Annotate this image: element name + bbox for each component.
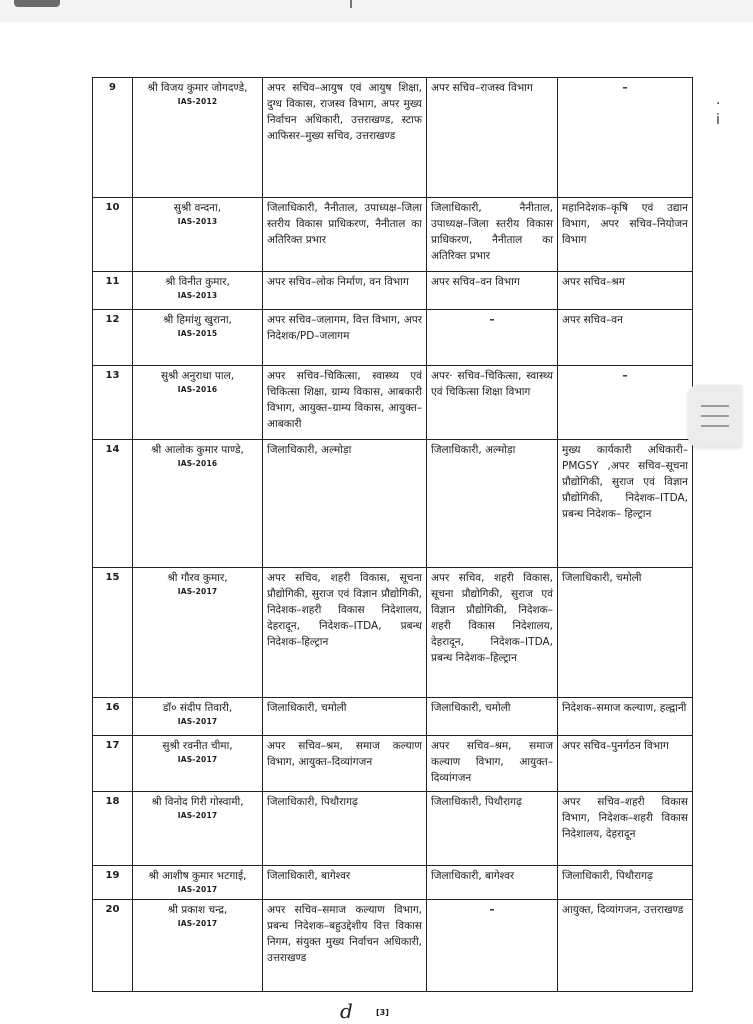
- officer-name-cell: [133, 366, 263, 440]
- new-posting-text: महानिदेशक–कृषि एवं उद्यान विभाग, अपर सचिव–नियोजन विभाग: [562, 202, 688, 246]
- new-posting: [558, 900, 693, 992]
- officer-batch: IAS-2013: [177, 217, 218, 226]
- current-posting: [263, 866, 427, 900]
- officer-name: सुश्री वन्दना,: [173, 202, 222, 214]
- officer-name-cell: [133, 198, 263, 272]
- retained-posting: [427, 792, 558, 866]
- officer-name: श्री विजय कुमार जोगदण्डे,: [147, 82, 248, 94]
- table-row: [93, 698, 693, 736]
- table-row: [93, 272, 693, 310]
- current-posting: [263, 310, 427, 366]
- new-posting: [558, 310, 693, 366]
- serial-number: 15: [93, 568, 133, 698]
- officer-name: श्री आलोक कुमार पाण्डे,: [151, 444, 244, 456]
- retained-posting: [427, 78, 558, 198]
- retained-posting: [427, 866, 558, 900]
- new-posting: [558, 440, 693, 568]
- officer-name-cell: [133, 792, 263, 866]
- retained-posting: [427, 698, 558, 736]
- new-posting: [558, 568, 693, 698]
- serial-number: 10: [93, 198, 133, 272]
- officer-batch: IAS-2017: [177, 587, 218, 596]
- current-posting: [263, 736, 427, 792]
- officer-name-cell: [133, 698, 263, 736]
- serial-number: 20: [93, 900, 133, 992]
- current-posting-text: अपर सचिव, शहरी विकास, सूचना प्रौद्योगिकी, सुराज एवं विज्ञान प्रौद्योगिकी, निदेशक–शहरी विकास निदेशालय, देहरादून, निदेशक–ITDA, प्रबन्ध निदेशक–हिल्ट्रान: [267, 572, 422, 648]
- serial-number: 9: [93, 78, 133, 198]
- new-posting-text: मुख्य कार्यकारी अधिकारी–PMGSY ,अपर सचिव–सूचना प्रौद्योगिकी, सुराज एवं विज्ञान प्रौद्योगिकी, निदेशक–ITDA, प्रबन्ध निदेशक– हिल्ट्रान: [562, 444, 688, 520]
- retained-posting-text: अपर सचिव–वन विभाग: [431, 276, 520, 288]
- table-row: [93, 310, 693, 366]
- current-posting-text: जिलाधिकारी, अल्मोड़ा: [267, 444, 352, 456]
- new-posting: [558, 792, 693, 866]
- retained-posting-text: अपर· सचिव–चिकित्सा, स्वास्थ्य एवं चिकित्सा शिक्षा विभाग: [431, 370, 553, 398]
- serial-number: 11: [93, 272, 133, 310]
- retained-posting-text: जिलाधिकारी, चमोली: [431, 702, 511, 714]
- page-divider: [350, 0, 352, 8]
- table-row: [93, 866, 693, 900]
- new-posting-text: आयुक्त, दिव्यांगजन, उत्तराखण्ड: [562, 904, 684, 916]
- retained-posting-text: –: [489, 904, 495, 916]
- serial-number: 14: [93, 440, 133, 568]
- new-posting-text: –: [622, 82, 628, 94]
- officer-batch: IAS-2013: [177, 291, 218, 300]
- retained-posting-text: जिलाधिकारी, नैनीताल, उपाध्यक्ष–जिला स्तरीय विकास प्राधिकरण, नैनीताल का अतिरिक्त प्रभार: [431, 202, 553, 262]
- page-number: [3]: [376, 1008, 389, 1017]
- current-posting-text: जिलाधिकारी, चमोली: [267, 702, 347, 714]
- officer-batch: IAS-2016: [177, 385, 218, 394]
- officer-batch: IAS-2017: [177, 885, 218, 894]
- current-posting: [263, 78, 427, 198]
- current-posting-text: जिलाधिकारी, बागेश्वर: [267, 870, 351, 882]
- officer-name: सुश्री अनुराधा पाल,: [160, 370, 235, 382]
- window-tab[interactable]: [14, 0, 60, 7]
- officer-name-cell: [133, 272, 263, 310]
- new-posting-text: अपर सचिव–शहरी विकास विभाग, निदेशक–शहरी विकास निदेशालय, देहरादून: [562, 796, 688, 840]
- current-posting: [263, 698, 427, 736]
- new-posting: [558, 272, 693, 310]
- hamburger-menu-icon[interactable]: [688, 385, 742, 447]
- current-posting: [263, 366, 427, 440]
- new-posting-text: अपर सचिव–श्रम: [562, 276, 625, 288]
- officer-batch: IAS-2017: [177, 919, 218, 928]
- new-posting: [558, 78, 693, 198]
- officer-name-cell: [133, 568, 263, 698]
- new-posting-text: जिलाधिकारी, पिथौरागढ़: [562, 870, 653, 882]
- officer-name: डॉ० संदीप तिवारी,: [162, 702, 233, 714]
- officer-name-cell: [133, 736, 263, 792]
- serial-number: 13: [93, 366, 133, 440]
- officer-name: श्री विनीत कुमार,: [165, 276, 230, 288]
- scan-mark: · ⅰ: [716, 96, 721, 128]
- new-posting-text: अपर सचिव–वन: [562, 314, 623, 326]
- serial-number: 12: [93, 310, 133, 366]
- retained-posting-text: –: [489, 314, 495, 326]
- new-posting-text: जिलाधिकारी, चमोली: [562, 572, 642, 584]
- officer-name: श्री गौरव कुमार,: [167, 572, 228, 584]
- viewer-top-bar: [0, 0, 753, 22]
- officer-name: श्री प्रकाश चन्द्र,: [167, 904, 228, 916]
- retained-posting-text: जिलाधिकारी, अल्मोड़ा: [431, 444, 516, 456]
- new-posting: [558, 698, 693, 736]
- current-posting: [263, 900, 427, 992]
- table-row: [93, 78, 693, 198]
- current-posting-text: अपर सचिव–लोक निर्माण, वन विभाग: [267, 276, 409, 288]
- officer-batch: IAS-2012: [177, 97, 218, 106]
- officer-batch: IAS-2017: [177, 717, 218, 726]
- current-posting: [263, 198, 427, 272]
- table-row: [93, 366, 693, 440]
- new-posting-text: अपर सचिव–पुनर्गठन विभाग: [562, 740, 669, 752]
- retained-posting: [427, 310, 558, 366]
- officer-name-cell: [133, 310, 263, 366]
- officer-name-cell: [133, 440, 263, 568]
- officer-name: श्री हिमांशु खुराना,: [163, 314, 232, 326]
- officer-name: सुश्री रवनीत चीमा,: [162, 740, 233, 752]
- table-row: [93, 792, 693, 866]
- table-row: [93, 900, 693, 992]
- new-posting: [558, 366, 693, 440]
- officer-name: श्री विनोद गिरी गोस्वामी,: [151, 796, 244, 808]
- new-posting: [558, 736, 693, 792]
- officer-name-cell: [133, 900, 263, 992]
- current-posting-text: अपर सचिव–आयुष एवं आयुष शिक्षा, दुग्ध विकास, राजस्व विभाग, अपर मुख्य निर्वाचन अधिकारी, उत्तराखण्ड, स्टाफ आफिसर–मुख्य सचिव, उत्तराखण्ड: [267, 82, 422, 142]
- table-row: [93, 736, 693, 792]
- retained-posting-text: अपर सचिव, शहरी विकास, सूचना प्रौद्योगिकी, सुराज एवं विज्ञान प्रौद्योगिकी, निदेशक–शहरी विकास निदेशालय, देहरादून, निदेशक–ITDA, प्रबन्ध निदेशक–हिल्ट्रान: [431, 572, 553, 664]
- table-row: [93, 568, 693, 698]
- retained-posting: [427, 900, 558, 992]
- retained-posting-text: अपर सचिव–श्रम, समाज कल्याण विभाग, आयुक्त–दिव्यांगजन: [431, 740, 553, 784]
- current-posting-text: जिलाधिकारी, पिथौरागढ़: [267, 796, 358, 808]
- serial-number: 17: [93, 736, 133, 792]
- table-row: [93, 440, 693, 568]
- serial-number: 19: [93, 866, 133, 900]
- current-posting: [263, 440, 427, 568]
- table-row: [93, 198, 693, 272]
- handwritten-initial: d: [340, 999, 353, 1023]
- serial-number: 16: [93, 698, 133, 736]
- current-posting-text: जिलाधिकारी, नैनीताल, उपाध्यक्ष–जिला स्तरीय विकास प्राधिकरण, नैनीताल का अतिरिक्त प्रभार: [267, 202, 422, 246]
- officer-batch: IAS-2017: [177, 811, 218, 820]
- serial-number: 18: [93, 792, 133, 866]
- retained-posting: [427, 272, 558, 310]
- current-posting: [263, 568, 427, 698]
- current-posting: [263, 792, 427, 866]
- current-posting-text: अपर सचिव–समाज कल्याण विभाग, प्रबन्ध निदेशक–बहुउद्देशीय वित्त विकास निगम, संयुक्त मुख्य निर्वाचन अधिकारी, उत्तराखण्ड: [267, 904, 422, 964]
- current-posting: [263, 272, 427, 310]
- current-posting-text: अपर सचिव–चिकित्सा, स्वास्थ्य एवं चिकित्सा शिक्षा, ग्राम्य विकास, आबकारी विभाग, आयुक्त–ग्राम्य विकास, आयुक्त–आबकारी: [267, 370, 422, 430]
- new-posting-text: निदेशक–समाज कल्याण, हल्द्वानी: [562, 702, 687, 714]
- retained-posting: [427, 736, 558, 792]
- retained-posting-text: अपर सचिव–राजस्व विभाग: [431, 82, 533, 94]
- officer-batch: IAS-2017: [177, 755, 218, 764]
- current-posting-text: अपर सचिव–जलागम, वित्त विभाग, अपर निदेशक/PD–जलागम: [267, 314, 422, 342]
- retained-posting: [427, 440, 558, 568]
- new-posting: [558, 866, 693, 900]
- officer-name-cell: [133, 78, 263, 198]
- new-posting-text: –: [622, 370, 628, 382]
- retained-posting-text: जिलाधिकारी, पिथौरागढ़: [431, 796, 522, 808]
- officer-name-cell: [133, 866, 263, 900]
- retained-posting: [427, 366, 558, 440]
- officer-transfer-table: [92, 77, 693, 992]
- retained-posting: [427, 568, 558, 698]
- new-posting: [558, 198, 693, 272]
- current-posting-text: अपर सचिव–श्रम, समाज कल्याण विभाग, आयुक्त–दिव्यांगजन: [267, 740, 422, 768]
- officer-batch: IAS-2016: [177, 459, 218, 468]
- retained-posting: [427, 198, 558, 272]
- officer-batch: IAS-2015: [177, 329, 218, 338]
- retained-posting-text: जिलाधिकारी, बागेश्वर: [431, 870, 515, 882]
- officer-name: श्री आशीष कुमार भटगाई,: [148, 870, 247, 882]
